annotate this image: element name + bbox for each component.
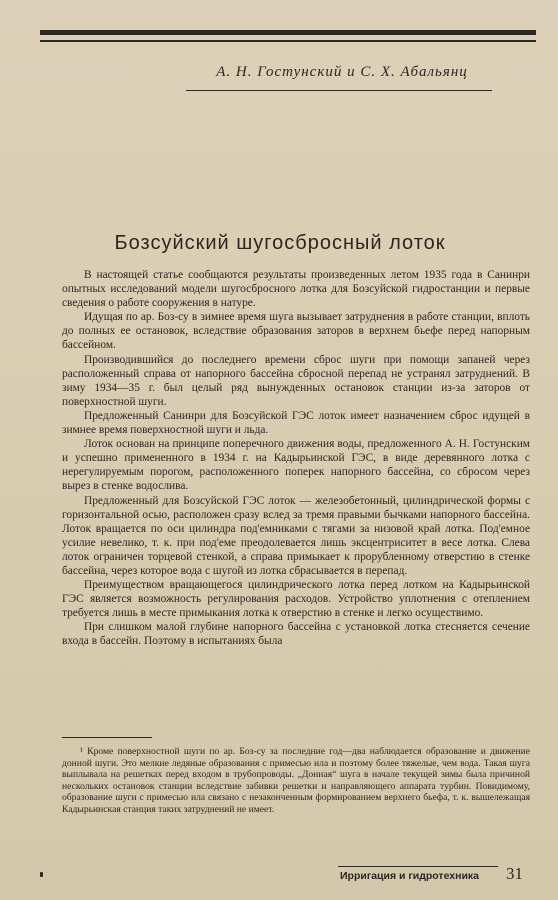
article-body	[62, 268, 530, 649]
paragraph: Предложенный для Бозсуйской ГЭС лоток — железобетонный, цилиндрической формы с горизонтальной осью, расположен сразу вслед за тремя правыми бычками напорного бассейна. Лоток вращается по оси цилиндра под'емниками с тягами за низовой край лотка. Под'емное усилие невелико, т. к. при под'еме преодолевается лишь эксцентриситет в весе лотка. Слева лоток ограничен торцевой стенкой, а справа примыкает к прорубленному отверстию в стенке бассейна, через которое вода с шугой из лотка сбрасывается в перепад.	[62, 494, 530, 577]
paragraph: Предложенный Санинри для Бозсуйской ГЭС лоток имеет назначением сброс идущей в зимнее время поверхностной шуги и льда.	[62, 409, 530, 437]
footnote-separator	[62, 737, 152, 738]
paragraph: Идущая по ар. Боз-су в зимнее время шуга вызывает затруднения в работе станции, вплоть до полных ее остановок, вследствие образования заторов в верхнем бьефе перед напорным бассейном.	[62, 311, 530, 352]
paragraph: Преимуществом вращающегося цилиндрического лотка перед лотком на Кадырьинской ГЭС является возможность регулирования расходов. Устройство уплотнения с отеплением требуется лишь в месте примыкания лотка к отверстию в стенке и легко осуществимо.	[62, 579, 530, 620]
authors-underline	[186, 90, 492, 91]
article-authors: А. Н. Гостунский и С. Х. Абальянц	[216, 64, 468, 80]
header-rule-thin	[40, 40, 536, 42]
footnote: ¹ Кроме поверхностной шуги по ар. Боз-су за последние год—два наблюдается образование и движение донной шуги. Это мелкие ледяные образования с примесью ила и поэтому более тяжелые, чем вода. Такая шуга выплывала на решетках перед входом в трубопроводы. „Донная“ шуга в начале текущей зимы была причиной нескольких остановок станции вследствие забивки решетки и направляющего аппарата турбин. Повидимому, образование шуги с примесью ила связано с незаконченным формированием верхнего бьефа, т. к. вышележащая Кадырьинская станция таких затруднений не имеет.	[62, 746, 530, 815]
paragraph: Лоток основан на принципе поперечного движения воды, предложенного А. Н. Гостунским и успешно примененного в 1934 г. на Кадырьинской ГЭС, в виде деревянного лотка с нерегулируемым порогом, расположенного поперек напорного бассейна, со сбросом через вырез в стенке водослива.	[62, 438, 530, 493]
journal-name: Ирригация и гидротехника	[340, 870, 480, 882]
footer-rule	[338, 866, 498, 867]
paragraph: В настоящей статье сообщаются результаты произведенных летом 1935 года в Санинри опытных исследований модели шугосбросного лотка для Бозсуйской гидростанции и первые сведения о работе сооружения в натуре.	[62, 269, 530, 310]
paragraph: Производившийся до последнего времени сброс шуги при помощи запаней через расположенный справа от напорного бассейна сбросной перепад не устранял затруднений. В зиму 1934—35 г. был целый ряд вынужденных остановок станции из-за заторов от поверхностной шуги.	[62, 353, 530, 408]
article-title: Бозсуйский шугосбросный лоток	[114, 232, 446, 254]
footnote-block	[62, 746, 530, 816]
paragraph: При слишком малой глубине напорного бассейна с установкой лотка стесняется сечение входа в бассейн. Поэтому в испытаниях была	[62, 621, 530, 648]
header-rule-thick	[40, 30, 536, 35]
page-number: 31	[506, 864, 523, 883]
page-mark	[40, 872, 43, 877]
